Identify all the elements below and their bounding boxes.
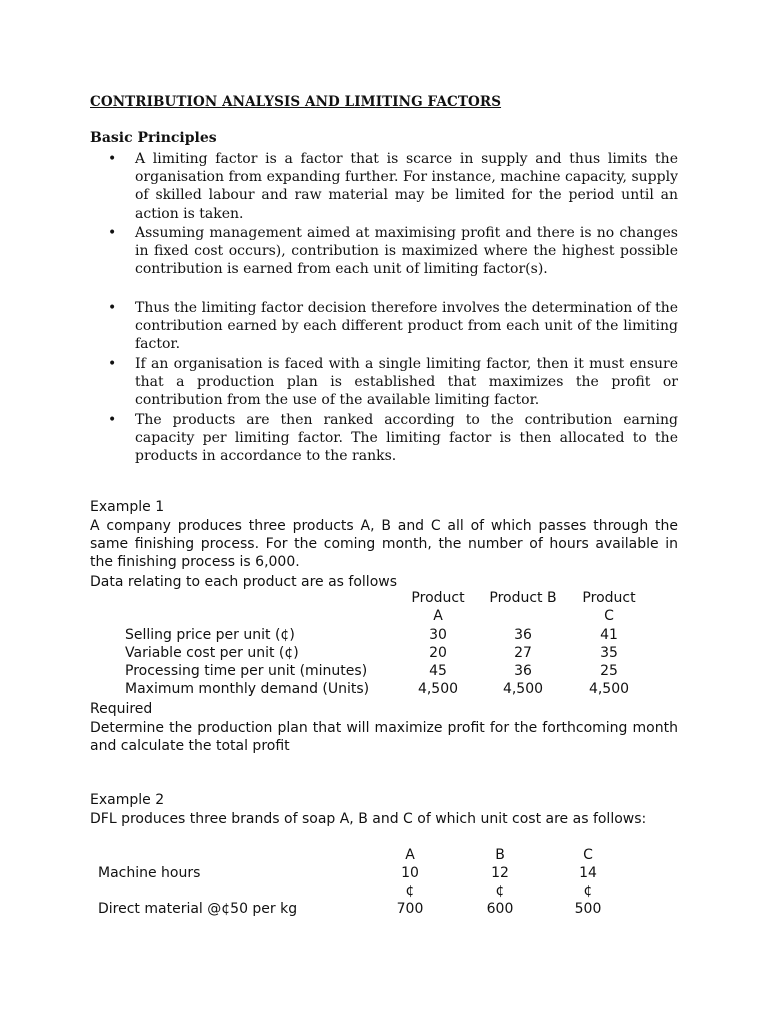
- table-cell: 41: [600, 627, 618, 643]
- column-header: B: [495, 847, 505, 863]
- bullet-icon: •: [108, 225, 117, 241]
- table-cell: ¢: [495, 883, 505, 899]
- required-text: Determine the production plan that will maximize profit for the forthcoming month and calculate the total profit: [90, 720, 678, 755]
- column-header: Product: [582, 590, 636, 606]
- table-cell: 500: [574, 901, 602, 917]
- table-cell: 36: [514, 663, 532, 679]
- table-cell: 35: [600, 645, 618, 661]
- table-cell: 14: [579, 865, 597, 881]
- example2-heading: Example 2: [90, 792, 165, 808]
- table-cell: 27: [514, 645, 532, 661]
- principle-text: Assuming management aimed at maximising profit and there is no changes in fixed cost occurs), contribution is maximized where the highest possible contribution is earned from each unit of limiting factor(s).: [135, 225, 678, 278]
- basic-principles-heading: Basic Principles: [90, 130, 217, 146]
- table-cell: 4,500: [502, 681, 544, 697]
- page-title: CONTRIBUTION ANALYSIS AND LIMITING FACTORS: [90, 94, 502, 110]
- principle-item: [108, 355, 678, 411]
- row-label: Variable cost per unit (¢): [125, 645, 299, 661]
- bullet-icon: •: [108, 300, 117, 316]
- example1-heading: Example 1: [90, 499, 165, 515]
- bullet-icon: •: [108, 412, 117, 428]
- row-label: Selling price per unit (¢): [125, 627, 295, 643]
- principle-item: [108, 411, 678, 467]
- table-cell: 4,500: [417, 681, 459, 697]
- column-header: A: [433, 608, 443, 624]
- table-cell: 45: [429, 663, 447, 679]
- table-cell: 10: [401, 865, 419, 881]
- table-cell: 600: [486, 901, 514, 917]
- row-label: Machine hours: [98, 865, 201, 881]
- table-cell: ¢: [405, 883, 415, 899]
- row-label: Processing time per unit (minutes): [125, 663, 368, 679]
- principle-item: [108, 299, 678, 355]
- table-cell: 25: [600, 663, 618, 679]
- table-cell: ¢: [583, 883, 593, 899]
- principles-list: [108, 150, 678, 467]
- example2-table: [0, 847, 768, 927]
- principle-text: A limiting factor is a factor that is scarce in supply and thus limits the organisation from expanding further. For instance, machine capacity, supply of skilled labour and raw material may be limited for the period until an action is taken.: [135, 151, 678, 222]
- required-label: Required: [90, 701, 153, 717]
- table-cell: 36: [514, 627, 532, 643]
- table-cell: 20: [429, 645, 447, 661]
- table-cell: 700: [396, 901, 424, 917]
- principle-item: [108, 150, 678, 224]
- example1-table: [0, 590, 768, 710]
- example1-data-intro: Data relating to each product are as follows: [90, 574, 398, 590]
- row-label: Direct material @¢50 per kg: [98, 901, 298, 917]
- column-header: C: [604, 608, 614, 624]
- principle-item: [108, 224, 678, 299]
- column-header: C: [583, 847, 593, 863]
- row-label: Maximum monthly demand (Units): [125, 681, 370, 697]
- bullet-icon: •: [108, 356, 117, 372]
- column-header: Product B: [489, 590, 557, 606]
- example2-intro: DFL produces three brands of soap A, B and C of which unit cost are as follows:: [90, 811, 647, 827]
- principle-text: If an organisation is faced with a single limiting factor, then it must ensure that a production plan is established that maximizes the profit or contribution from the use of the available limiting factor.: [135, 356, 678, 409]
- column-header: A: [405, 847, 415, 863]
- table-cell: 30: [429, 627, 447, 643]
- table-cell: 12: [491, 865, 509, 881]
- column-header: Product: [411, 590, 465, 606]
- principle-text: The products are then ranked according to the contribution earning capacity per limiting factor. The limiting factor is then allocated to the products in accordance to the ranks.: [135, 412, 678, 465]
- principle-text: Thus the limiting factor decision therefore involves the determination of the contribution earned by each different product from each unit of the limiting factor.: [135, 300, 678, 353]
- table-cell: 4,500: [588, 681, 630, 697]
- example1-intro: A company produces three products A, B and C all of which passes through the same finishing process. For the coming month, the number of hours available in the finishing process is 6,000.: [90, 518, 678, 571]
- bullet-icon: •: [108, 151, 117, 167]
